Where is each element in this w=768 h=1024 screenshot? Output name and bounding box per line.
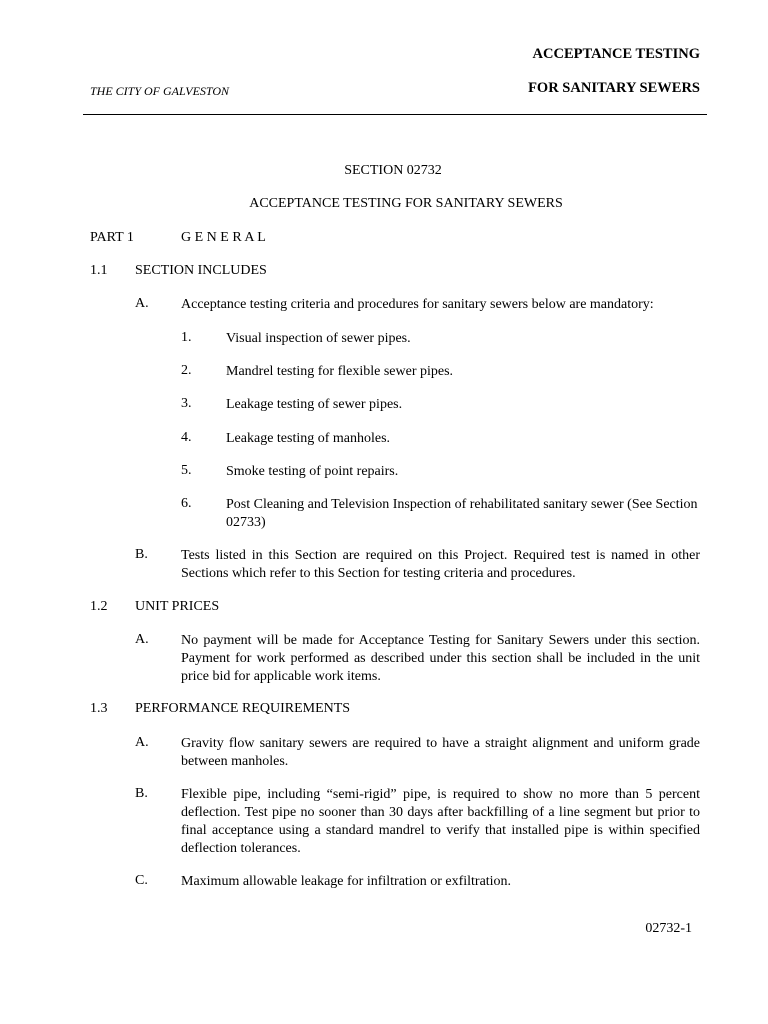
list-item-number: 3. [181,396,192,411]
paragraph-text: Acceptance testing criteria and procedures for sanitary sewers below are mandatory: [181,297,654,312]
paragraph-label: B. [135,786,148,801]
list-item-number: 2. [181,363,192,378]
section-title: ACCEPTANCE TESTING FOR SANITARY SEWERS [249,196,563,211]
part-name: G E N E R A L [181,230,266,245]
paragraph-text: Maximum allowable leakage for infiltration or exfiltration. [181,874,512,889]
list-item-text: Leakage testing of sewer pipes. [226,397,403,412]
paragraph-label: B. [135,547,148,562]
list-item-text: Post Cleaning and Television Inspection of rehabilitated sanitary sewer (See Section 02733) [226,497,698,530]
list-item-number: 1. [181,330,192,345]
paragraph-label: A. [135,735,149,750]
list-item-number: 4. [181,430,192,445]
paragraph-text: No payment will be made for Acceptance Testing for Sanitary Sewers under this section. Payment for work performed as described under this section shall be included in the unit price bid for applicable work items. [181,633,700,684]
article-heading: UNIT PRICES [135,599,220,614]
paragraph-label: A. [135,632,149,647]
list-item-number: 6. [181,496,192,511]
paragraph-text: Tests listed in this Section are required on this Project. Required test is named in other Sections which refer to this Section for testing criteria and procedures. [181,548,700,581]
paragraph-label: C. [135,873,148,888]
article-number: 1.2 [90,599,108,614]
list-item-text: Smoke testing of point repairs. [226,464,399,479]
part-label: PART 1 [90,230,134,245]
header-title-line1: ACCEPTANCE TESTING [532,46,700,62]
paragraph-text: Flexible pipe, including “semi-rigid” pipe, is required to show no more than 5 percent deflection. Test pipe no sooner than 30 days after backfilling of a line segment but prior to final acceptance using a standard mandrel to verify that installed pipe is within specified deflection tolerances. [181,787,700,856]
list-item-text: Visual inspection of sewer pipes. [226,331,411,346]
paragraph-text: Gravity flow sanitary sewers are required to have a straight alignment and uniform grade between manholes. [181,736,700,769]
list-item-text: Leakage testing of manholes. [226,431,391,446]
paragraph-label: A. [135,296,149,311]
list-item-number: 5. [181,463,192,478]
article-heading: PERFORMANCE REQUIREMENTS [135,701,351,716]
article-number: 1.1 [90,263,108,278]
section-number: SECTION 02732 [344,163,442,178]
list-item-text: Mandrel testing for flexible sewer pipes. [226,364,454,379]
article-heading: SECTION INCLUDES [135,263,267,278]
page-number: 02732-1 [645,921,692,936]
article-number: 1.3 [90,701,108,716]
header-title-line2: FOR SANITARY SEWERS [528,80,700,96]
header-divider [83,114,707,115]
header-city: THE CITY OF GALVESTON [90,84,230,98]
